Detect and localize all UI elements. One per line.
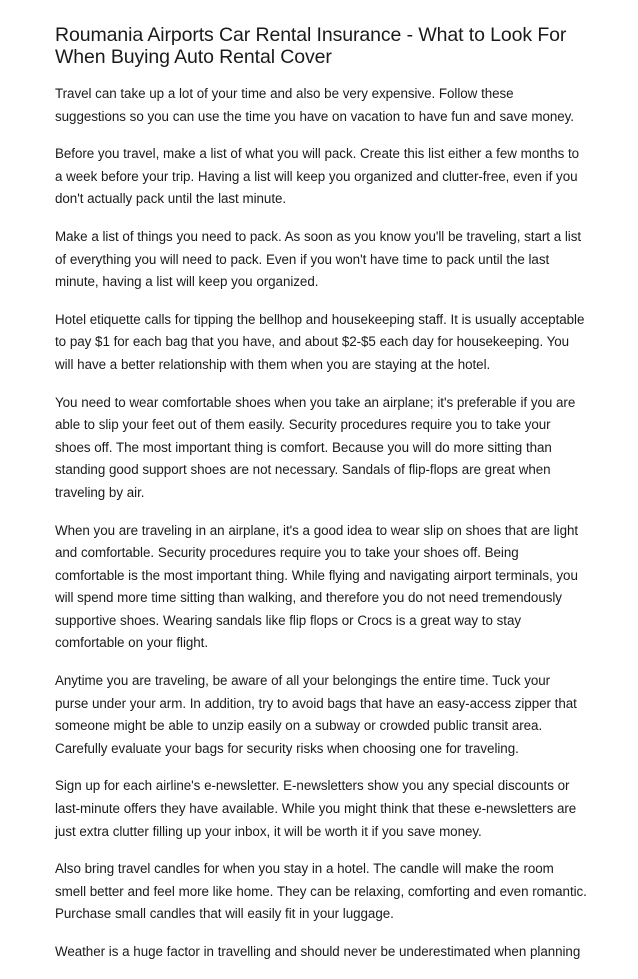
- paragraph-6: When you are traveling in an airplane, it's a good idea to wear slip on shoes that are light and comfortable. Security procedures require you to take your shoes off. Being comfortable is the most important thing. While flying and navigating airport terminals, you will spend more time sitting than walking, and therefore you do not need tremendously supportive shoes. Wearing sandals like flip flops or Crocs is a great way to stay comfortable on your flight.: [55, 522, 579, 651]
- paragraph-5: You need to wear comfortable shoes when you take an airplane; it's preferable if you are able to slip your feet out of them easily. Security procedures require you to take your shoes off. The most important thing is comfort. Because you will do more sitting than standing good support shoes are not necessary. Sandals of flip-flops are great when traveling by air.: [55, 394, 576, 500]
- paragraph-4: Hotel etiquette calls for tipping the bellhop and housekeeping staff. It is usually acceptable to pay $1 for each bag that you have, and about $2-$5 each day for housekeeping. You will have a better relationship with them when you are staying at the hotel.: [55, 311, 585, 372]
- paragraph-10: Weather is a huge factor in travelling and should never be underestimated when planning: [55, 944, 581, 959]
- document-title: Roumania Airports Car Rental Insurance - What to Look For When Buying Auto Rental Cover: [55, 24, 567, 68]
- paragraph-7: Anytime you are traveling, be aware of all your belongings the entire time. Tuck your purse under your arm. In addition, try to avoid bags that have an easy-access zipper that someone might be able to unzip easily on a subway or crowded public transit area. Carefully evaluate your bags for security risks when choosing one for traveling.: [55, 673, 577, 756]
- paragraph-2: Before you travel, make a list of what you will pack. Create this list either a few months to a week before your trip. Having a list will keep you organized and clutter-free, even if you don't actually pack until the last minute.: [55, 146, 580, 207]
- paragraph-3: Make a list of things you need to pack. As soon as you know you'll be traveling, start a list of everything you will need to pack. Even if you won't have time to pack until the last minute, having a list will keep you organized.: [55, 228, 582, 290]
- paragraph-8: Sign up for each airline's e-newsletter. E-newsletters show you any special discounts or last-minute offers they have available. While you might think that these e-newsletters are just extra clutter filling up your inbox, it will be worth it if you save money.: [55, 778, 577, 839]
- paragraph-1: Travel can take up a lot of your time and also be very expensive. Follow these suggestions so you can use the time you have on vacation to have fun and save money.: [55, 86, 574, 124]
- document-page: [55, 24, 587, 979]
- paragraph-9: Also bring travel candles for when you stay in a hotel. The candle will make the room smell better and feel more like home. They can be relaxing, comforting and even romantic. Purchase small candles that will easily fit in your luggage.: [55, 861, 587, 922]
